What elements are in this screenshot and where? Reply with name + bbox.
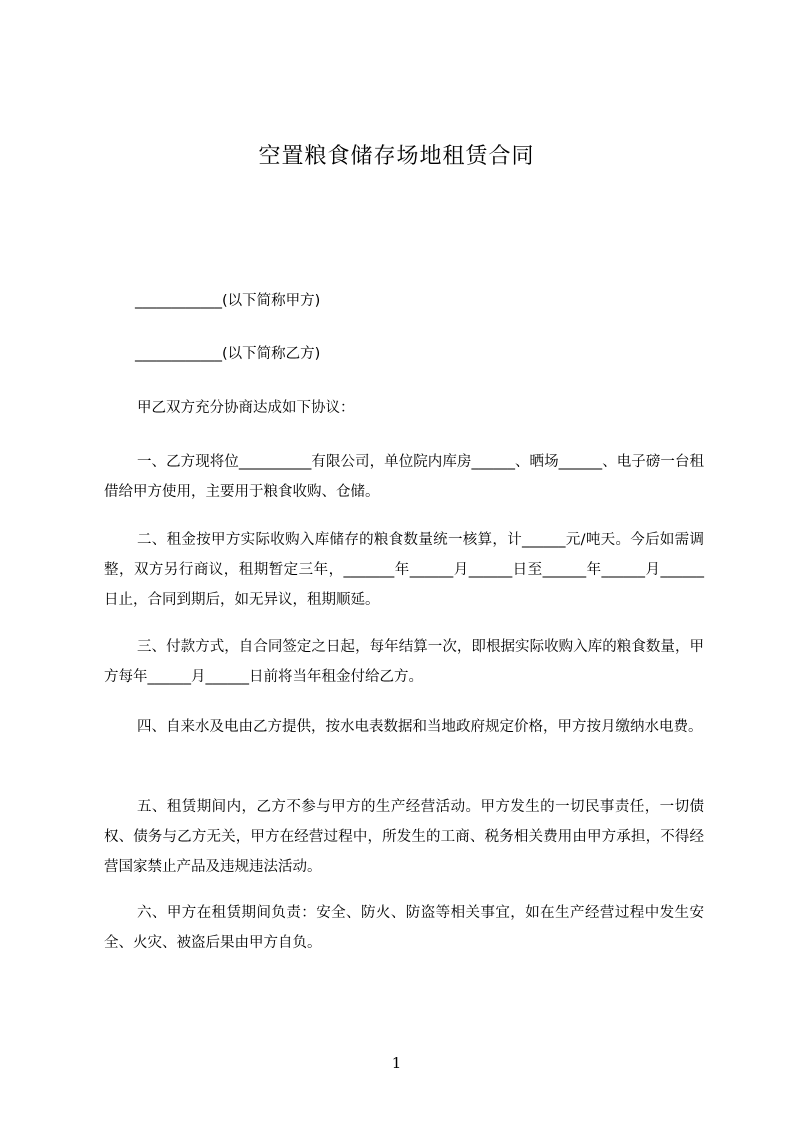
clause-2: 二、租金按甲方实际收购入库储存的粮食数量统一核算，计______元/吨天。今后如需调整，双方另行商议，租期暂定三年，_______年______月______日至______年______月______日止，合同到期后，如无异议，租期顺延。 — [104, 532, 704, 608]
party-a-line: ____________(以下简称甲方) — [135, 293, 321, 309]
clause-1: 一、乙方现将位__________有限公司，单位院内库房______、晒场______、电子磅一台租借给甲方使用，主要用于粮食收购、仓储。 — [104, 454, 704, 500]
agreement-intro: 甲乙双方充分协商达成如下协议： — [137, 400, 355, 416]
document-title: 空置粮食储存场地租赁合同 — [258, 144, 535, 169]
clause-3: 三、付款方式，自合同签定之日起，每年结算一次，即根据实际收购入库的粮食数量，甲方每年______月______日前将当年租金付给乙方。 — [104, 639, 704, 685]
clause-6: 六、甲方在租赁期间负责：安全、防火、防盗等相关事宜，如在生产经营过程中发生安全、火灾、被盗后果由甲方自负。 — [104, 905, 704, 951]
page-number: 1 — [391, 1054, 402, 1072]
clause-4: 四、自来水及电由乙方提供，按水电表数据和当地政府规定价格，甲方按月缴纳水电费。 — [137, 719, 703, 735]
party-b-line: ____________(以下简称乙方) — [135, 346, 321, 362]
clause-5: 五、租赁期间内，乙方不参与甲方的生产经营活动。甲方发生的一切民事责任，一切债权、债务与乙方无关，甲方在经营过程中，所发生的工商、税务相关费用由甲方承担，不得经营国家禁止产品及违规违法活动。 — [104, 799, 704, 875]
